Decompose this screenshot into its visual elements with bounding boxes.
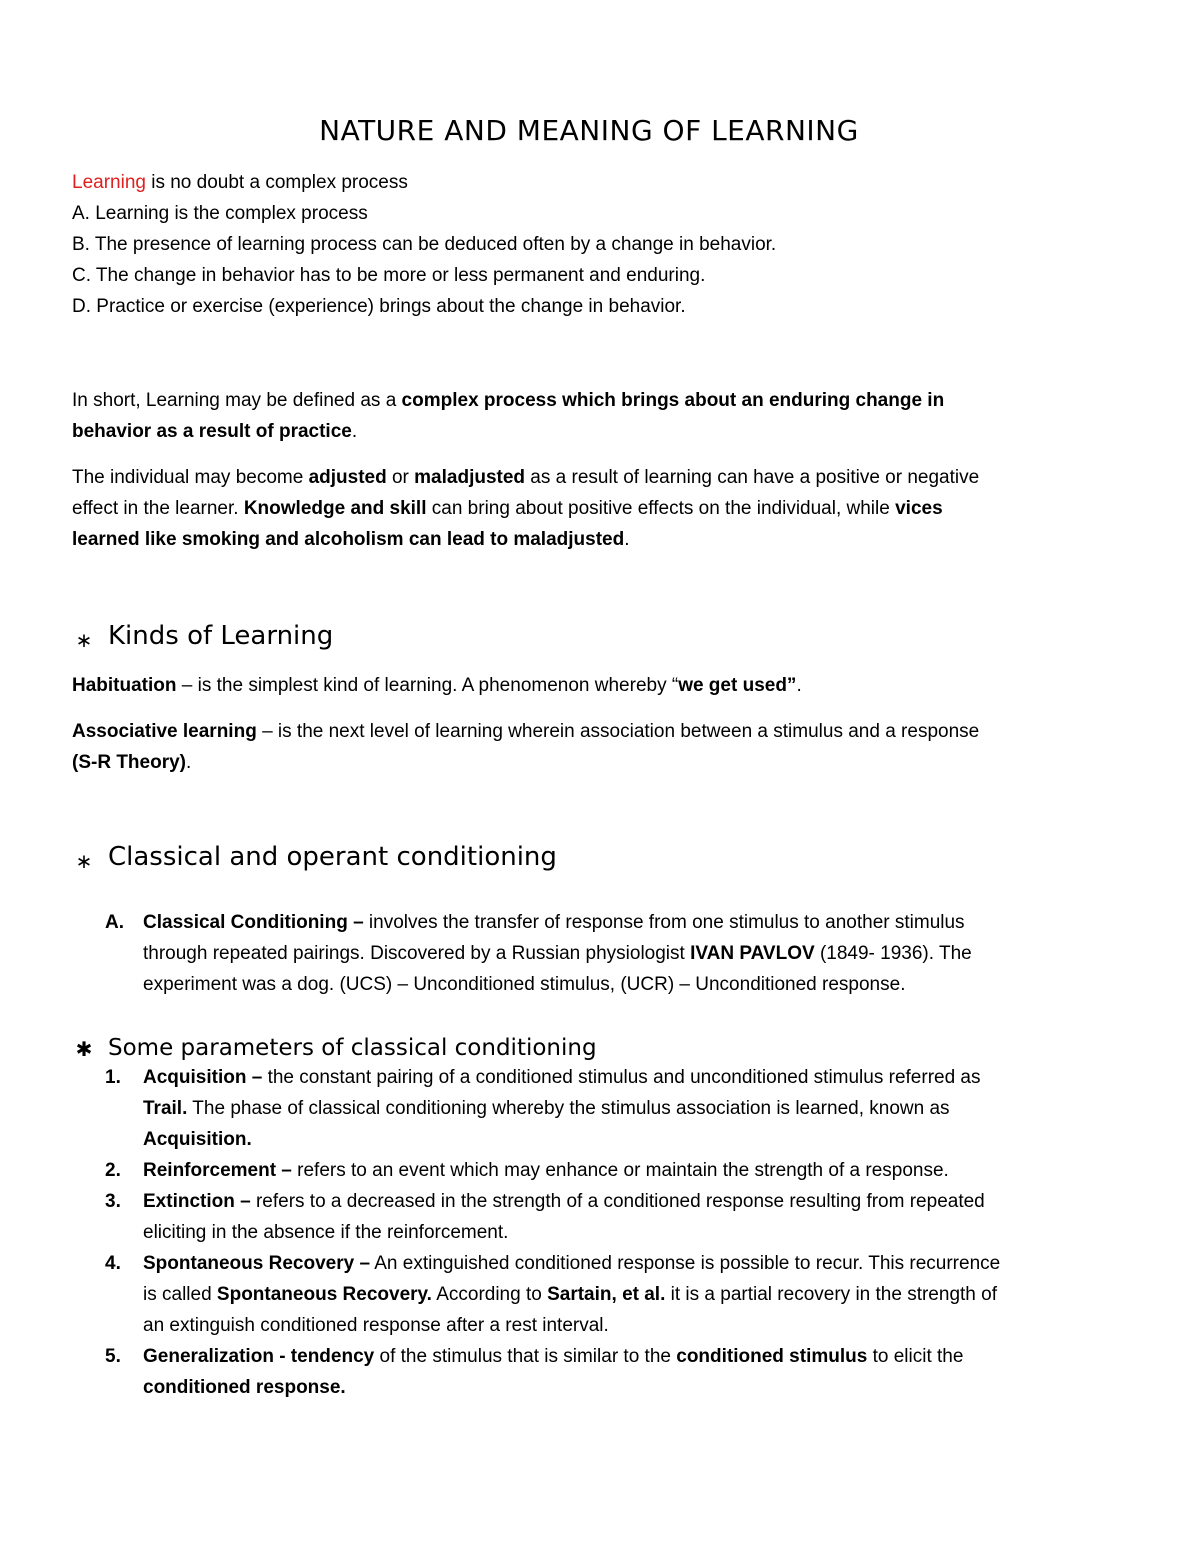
list-item-continuation: an extinguish conditioned response after a rest interval. (143, 1315, 609, 1336)
star-bullet-icon: ✱ (75, 1037, 93, 1061)
associative-definition-2: (S-R Theory). (72, 752, 192, 773)
list-item-continuation: Acquisition. (143, 1129, 252, 1150)
classical-line-3: experiment was a dog. (UCS) – Unconditioned stimulus, (UCR) – Unconditioned response. (143, 974, 906, 995)
list-item-continuation: is called Spontaneous Recovery. According to Sartain, et al. it is a partial recovery in the strength of (143, 1284, 997, 1305)
individual-line-1: The individual may become adjusted or maladjusted as a result of learning can have a positive or negative (72, 467, 980, 488)
learning-red-word: Learning (72, 172, 146, 193)
list-item: Spontaneous Recovery – An extinguished conditioned response is possible to recur. This recurrence (143, 1253, 1001, 1274)
list-marker: 4. (105, 1253, 121, 1274)
list-item-continuation: Trail. The phase of classical conditioning whereby the stimulus association is learned, known as (143, 1098, 950, 1119)
classical-heading: Classical and operant conditioning (108, 842, 557, 872)
intro-item-c: C. The change in behavior has to be more or less permanent and enduring. (72, 265, 706, 286)
list-marker: 1. (105, 1067, 121, 1088)
list-marker: A. (105, 912, 124, 933)
definition-line-1: In short, Learning may be defined as a complex process which brings about an enduring change in (72, 390, 945, 411)
list-item-continuation: conditioned response. (143, 1377, 346, 1398)
list-item: Generalization - tendency of the stimulus that is similar to the conditioned stimulus to elicit the (143, 1346, 964, 1367)
page-title: NATURE AND MEANING OF LEARNING (319, 114, 859, 147)
individual-line-2: effect in the learner. Knowledge and skill can bring about positive effects on the individual, while vices (72, 498, 943, 519)
asterisk-bullet-icon: ∗ (75, 628, 93, 652)
kinds-heading: Kinds of Learning (108, 621, 334, 651)
list-marker: 3. (105, 1191, 121, 1212)
list-item-continuation: eliciting in the absence if the reinforcement. (143, 1222, 509, 1243)
definition-line-2: behavior as a result of practice. (72, 421, 358, 442)
list-item: Reinforcement – refers to an event which may enhance or maintain the strength of a response. (143, 1160, 949, 1181)
list-marker: 2. (105, 1160, 121, 1181)
intro-item-b: B. The presence of learning process can be deduced often by a change in behavior. (72, 234, 777, 255)
intro-item-a: A. Learning is the complex process (72, 203, 368, 224)
list-item: Acquisition – the constant pairing of a conditioned stimulus and unconditioned stimulus referred as (143, 1067, 981, 1088)
intro-line: Learning is no doubt a complex process (72, 172, 408, 193)
habituation-definition: Habituation – is the simplest kind of learning. A phenomenon whereby “we get used”. (72, 675, 802, 696)
parameters-heading: Some parameters of classical conditioning (108, 1035, 597, 1061)
classical-line-1: Classical Conditioning – involves the transfer of response from one stimulus to another stimulus (143, 912, 965, 933)
list-marker: 5. (105, 1346, 121, 1367)
individual-line-3: learned like smoking and alcoholism can lead to maladjusted. (72, 529, 630, 550)
list-item: Extinction – refers to a decreased in the strength of a conditioned response resulting from repeated (143, 1191, 985, 1212)
asterisk-bullet-icon: ∗ (75, 849, 93, 873)
classical-line-2: through repeated pairings. Discovered by a Russian physiologist IVAN PAVLOV (1849- 1936). The (143, 943, 972, 964)
associative-definition-1: Associative learning – is the next level of learning wherein association between a stimulus and a response (72, 721, 980, 742)
intro-item-d: D. Practice or exercise (experience) brings about the change in behavior. (72, 296, 686, 317)
